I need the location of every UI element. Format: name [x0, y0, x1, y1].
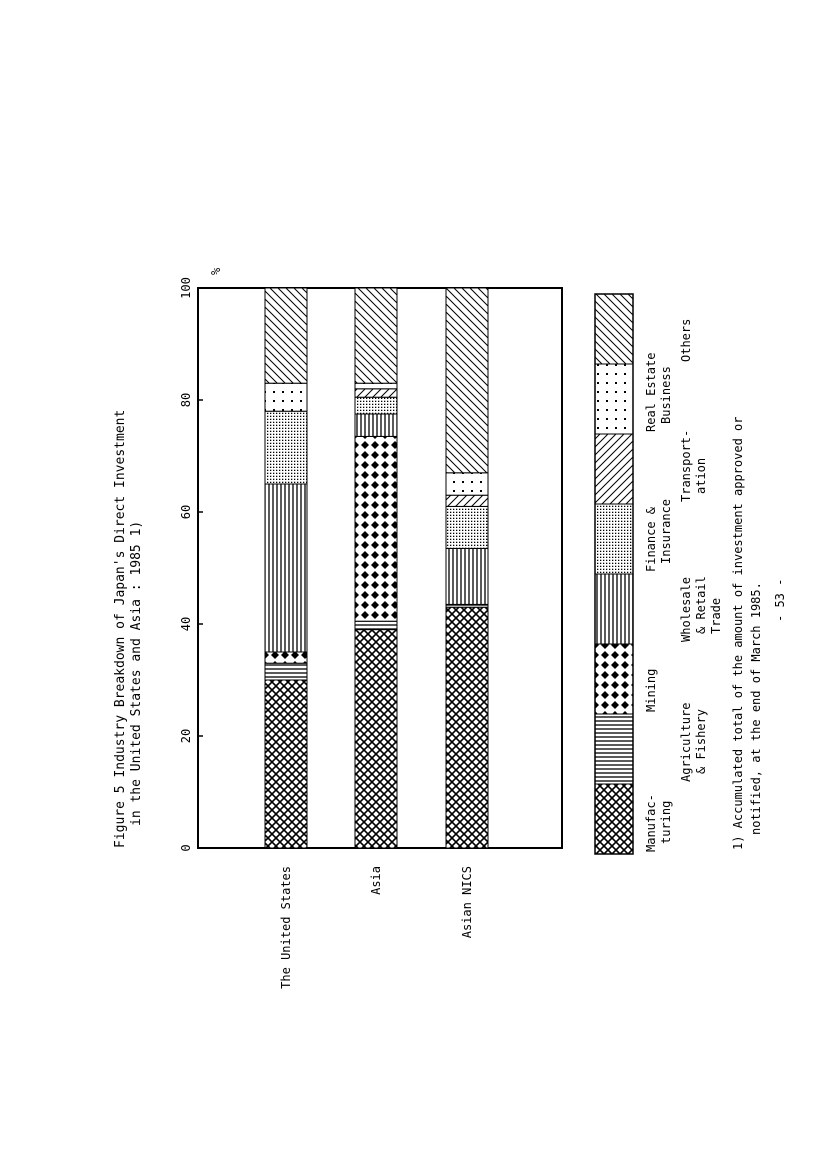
tick-label: 40: [179, 616, 193, 632]
bar-segment: [355, 436, 397, 621]
footnote-line1: 1) Accumulated total of the amount of investment approved or: [731, 416, 745, 850]
bar-segment: [265, 484, 307, 652]
legend-label: Real EstateBusiness: [644, 352, 673, 432]
category-label: Asia: [369, 866, 383, 895]
tick-label: 60: [179, 504, 193, 520]
legend-label: Mining: [644, 668, 658, 712]
bar-segment: [355, 621, 397, 629]
chart-title-line1: Figure 5 Industry Breakdown of Japan's Direct Investment: [113, 409, 128, 848]
legend-label: Wholesale& RetailTrade: [679, 576, 723, 642]
legend-swatch: [595, 574, 633, 644]
legend-label: Finance &Insurance: [644, 498, 673, 572]
bar-segment: [446, 288, 488, 473]
bar-segment: [446, 607, 488, 848]
legend-swatch: [595, 714, 633, 784]
bar-segment: [265, 383, 307, 411]
bar-segment: [265, 663, 307, 680]
tick-label: 80: [179, 392, 193, 408]
bar-segment: [355, 383, 397, 389]
bar-segment: [265, 411, 307, 484]
bar-segment: [265, 652, 307, 663]
legend-label: Agriculture& Fishery: [679, 702, 708, 782]
legend-swatch: [595, 364, 633, 434]
bar-segment: [355, 288, 397, 383]
bar-segment: [446, 473, 488, 495]
legend-label: Manufac-turing: [644, 794, 673, 852]
legend-swatch: [595, 504, 633, 574]
bar-segment: [265, 680, 307, 848]
legend-swatch: [595, 434, 633, 504]
axis-ticks: [179, 277, 203, 851]
legend-label: Others: [679, 318, 693, 362]
chart-title-line2: in the United States and Asia : 1985 1): [129, 520, 144, 826]
bar-segment: [446, 495, 488, 506]
legend-swatch: [595, 784, 633, 854]
bar-segment: [446, 548, 488, 604]
page-number: - 53 -: [773, 578, 787, 622]
tick-label: 100: [179, 277, 193, 299]
bar-segment: [355, 397, 397, 414]
legend: [595, 294, 723, 854]
category-labels: [279, 866, 474, 989]
category-label: Asian NICS: [460, 866, 474, 939]
tick-label: 0: [179, 844, 193, 852]
unit-label: %: [209, 267, 223, 275]
bar-segment: [355, 630, 397, 848]
bar-segment: [265, 288, 307, 383]
bars: [265, 288, 488, 848]
tick-label: 20: [179, 728, 193, 744]
legend-swatch: [595, 644, 633, 714]
bar-segment: [446, 506, 488, 548]
footnote-line2: notified, at the end of March 1985.: [749, 582, 763, 835]
bar-segment: [355, 414, 397, 436]
legend-swatch: [595, 294, 633, 364]
legend-label: Transport-ation: [679, 429, 708, 502]
category-label: The United States: [279, 866, 293, 989]
bar-segment: [355, 389, 397, 397]
